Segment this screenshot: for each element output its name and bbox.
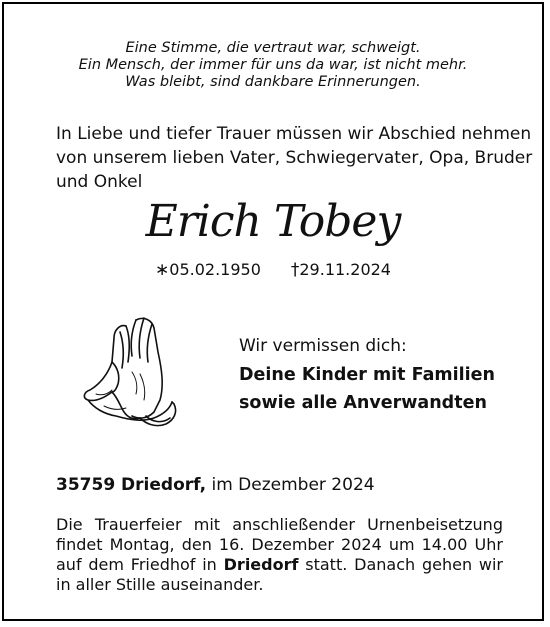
notice-word: Die [56,515,83,534]
intro-line: und Onkel [56,172,143,192]
place-date [56,473,375,497]
notice-word: dem [88,555,124,574]
notice-place: Driedorf [223,555,299,574]
notice-word: 16. [218,535,245,554]
notice-word: statt. [305,555,348,574]
mourners-line: sowie alle Anverwandten [239,393,487,413]
notice-word: in aller Stille auseinander. [56,575,264,594]
intro-line: In Liebe und tiefer Trauer müssen wir Abschied nehmen [56,124,532,144]
obituary-card [2,2,544,621]
date: im Dezember 2024 [211,475,375,495]
notice-word: Friedhof [130,555,196,574]
intro-line: von unserem lieben Vater, Schwiegervater, Opa, Bruder [56,148,533,168]
notice-line [56,515,503,535]
funeral-notice [56,515,503,595]
life-dates [4,259,542,281]
place: 35759 Driedorf, [56,475,207,495]
mourners-line: Deine Kinder mit Familien [239,365,495,385]
notice-word: Dezember [251,535,334,554]
notice-word: Trauerfeier [94,515,182,534]
notice-word: Uhr [474,535,503,554]
notice-word: um [388,535,415,554]
poem-line: Eine Stimme, die vertraut war, schweigt. [125,40,421,56]
notice-word: Danach [354,555,416,574]
notice-word: findet [56,535,103,554]
notice-word: Urnenbeisetzung [367,515,503,534]
notice-word: mit [193,515,221,534]
poem-line: Was bleibt, sind dankbare Erinnerungen. [125,74,421,90]
intro-text [56,122,533,194]
birth-date: 05.02.1950 [169,260,261,279]
death-cross-icon: † [290,260,300,280]
notice-line [56,555,503,575]
mourners-list [239,361,495,417]
poem [4,40,542,91]
notice-line [56,535,503,555]
deceased-name: Erich Tobey [145,196,401,247]
mourners-intro: Wir vermissen dich: [239,336,407,356]
notice-word: den [181,535,212,554]
notice-word: 14.00 [421,535,468,554]
poem-line: Ein Mensch, der immer für uns da war, ist nicht mehr. [78,57,468,73]
notice-word: in [202,555,217,574]
notice-line [56,575,503,595]
notice-word: auf [56,555,82,574]
birth-star-icon: ∗ [155,260,170,280]
notice-word: gehen [421,555,473,574]
notice-word: anschließender [232,515,355,534]
death-date: 29.11.2024 [299,260,391,279]
notice-word: Montag, [109,535,175,554]
notice-word: 2024 [341,535,382,554]
praying-hands-icon [74,312,184,432]
notice-word: wir [478,555,503,574]
